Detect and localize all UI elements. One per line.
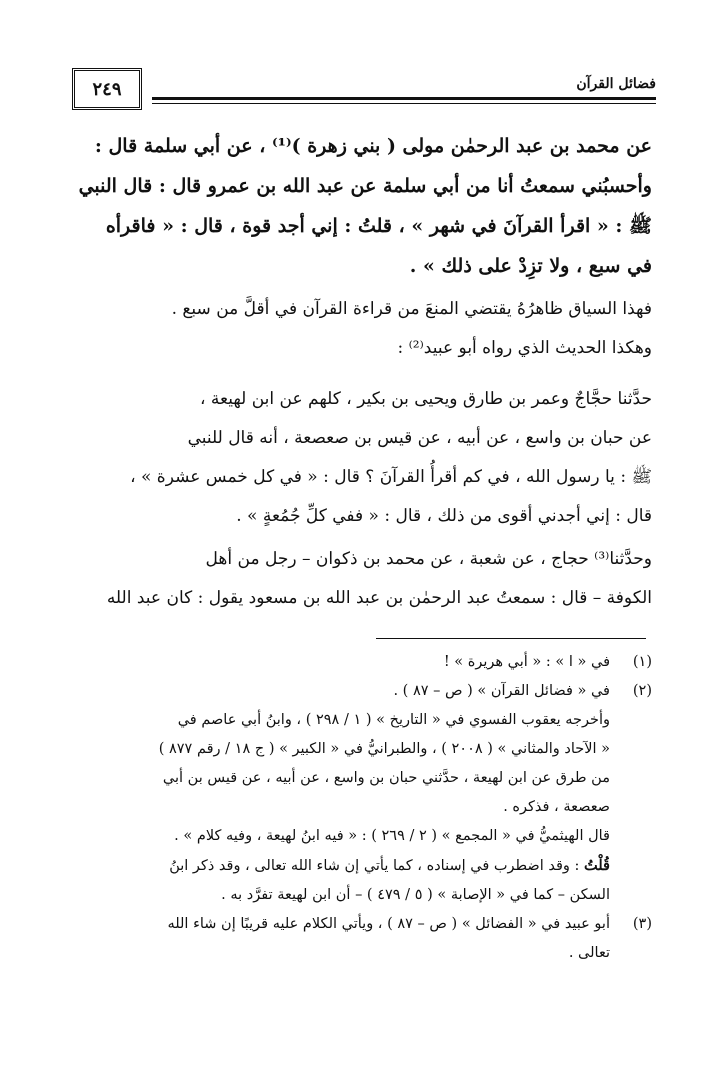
footnote-2-continued xyxy=(72,706,652,910)
page-number: ٢٤٩ xyxy=(92,78,122,100)
text-line: وهكذا الحديث الذي رواه أبو عبيد⁽²⁾ : xyxy=(397,338,652,358)
footnote-line: أبو عبيد في « الفضائل » ( ص – ٨٧ ) ، ويأتي الكلام عليه قريبًا إن شاء الله xyxy=(167,916,610,932)
footnote-2 xyxy=(72,677,652,706)
text-line: ﷺ : « اقرأ القرآنَ في شهر » ، قلتُ : إني أجد قوة ، قال : « فاقرأه xyxy=(105,215,652,237)
footnotes xyxy=(72,648,652,968)
footnote-bold-word: قُلْتُ xyxy=(584,857,610,874)
hadith-paragraph xyxy=(72,380,652,536)
footnote-line: « الآحاد والمثاني » ( ٢٠٠٨ ) ، والطبرانيُّ في « الكبير » ( ج ١٨ / رقم ٨٧٧ ) xyxy=(158,741,610,757)
footnote-line: : وقد اضطرب في إسناده ، كما يأتي إن شاء الله تعالى ، وقد ذكر ابنُ xyxy=(169,858,580,874)
footnote-number: (٢) xyxy=(632,683,652,699)
text-line: عن محمد بن عبد الرحمٰن مولى ( بني زهرة )⁽¹⁾ ، عن أبي سلمة قال : xyxy=(94,135,652,157)
footnote-line: وأخرجه يعقوب الفسوي في « التاريخ » ( ١ / ٢٩٨ ) ، وابنُ أبي عاصم في xyxy=(177,712,610,728)
text-line: ﷺ : يا رسول الله ، في كم أقرأُ القرآنَ ؟ قال : « في كل خمس عشرة » ، xyxy=(130,467,652,487)
footnote-line: تعالى . xyxy=(568,945,610,961)
footnote-3 xyxy=(72,910,652,968)
commentary-paragraph xyxy=(72,290,652,368)
text-line: فهذا السياق ظاهرُهُ يقتضي المنعَ من قراءة القرآن في أقلَّ من سبع . xyxy=(171,299,652,319)
running-title: فضائل القرآن xyxy=(576,76,656,92)
text-line: وحدَّثنا⁽³⁾ حجاج ، عن شعبة ، عن محمد بن ذكوان – رجل من أهل xyxy=(205,549,652,569)
text-line: قال : إني أجدني أقوى من ذلك ، قال : « ففي كلِّ جُمُعةٍ » . xyxy=(236,506,652,526)
page-header xyxy=(72,68,656,118)
footnote-number: (١) xyxy=(632,654,652,670)
text-line: الكوفة – قال : سمعتُ عبد الرحمٰن بن عبد الله بن مسعود يقول : كان عبد الله xyxy=(106,588,652,608)
text-line: حدَّثنا حجَّاجٌ وعمر بن طارق ويحيى بن بكير ، كلهم عن ابن لهيعة ، xyxy=(199,389,652,409)
footnote-line xyxy=(72,851,610,881)
text-line: وأحسبُني سمعتُ أنا من أبي سلمة عن عبد الله بن عمرو قال : قال النبي xyxy=(78,175,652,197)
header-rule xyxy=(152,97,656,104)
text-line: عن حبان بن واسع ، عن أبيه ، عن قيس بن صعصعة ، أنه قال للنبي xyxy=(187,428,652,448)
page-number-box xyxy=(72,68,142,110)
footnote-text: في « فضائل القرآن » ( ص – ٨٧ ) . xyxy=(393,683,610,699)
footnote-number: (٣) xyxy=(632,916,652,932)
footnote-line: من طرق عن ابن لهيعة ، حدَّثني حبان بن واسع ، عن أبيه ، عن قيس بن أبي xyxy=(162,770,610,786)
bold-hadith-paragraph xyxy=(72,126,652,286)
footnote-divider xyxy=(376,638,646,639)
footnote-1 xyxy=(72,648,652,677)
footnote-line: السكن – كما في « الإصابة » ( ٥ / ٤٧٩ ) – أن ابن لهيعة تفرَّد به . xyxy=(221,887,610,903)
narration-paragraph xyxy=(72,540,652,618)
footnote-line: صعصعة ، فذكره . xyxy=(503,799,610,815)
footnote-text: في « ا » : « أبي هريرة » ! xyxy=(443,654,610,670)
text-line: في سبع ، ولا تزِدْ على ذلك » . xyxy=(409,255,652,277)
footnote-line: قال الهيثميُّ في « المجمع » ( ٢ / ٢٦٩ ) : « فيه ابنُ لهيعة ، وفيه كلام » . xyxy=(174,828,610,844)
